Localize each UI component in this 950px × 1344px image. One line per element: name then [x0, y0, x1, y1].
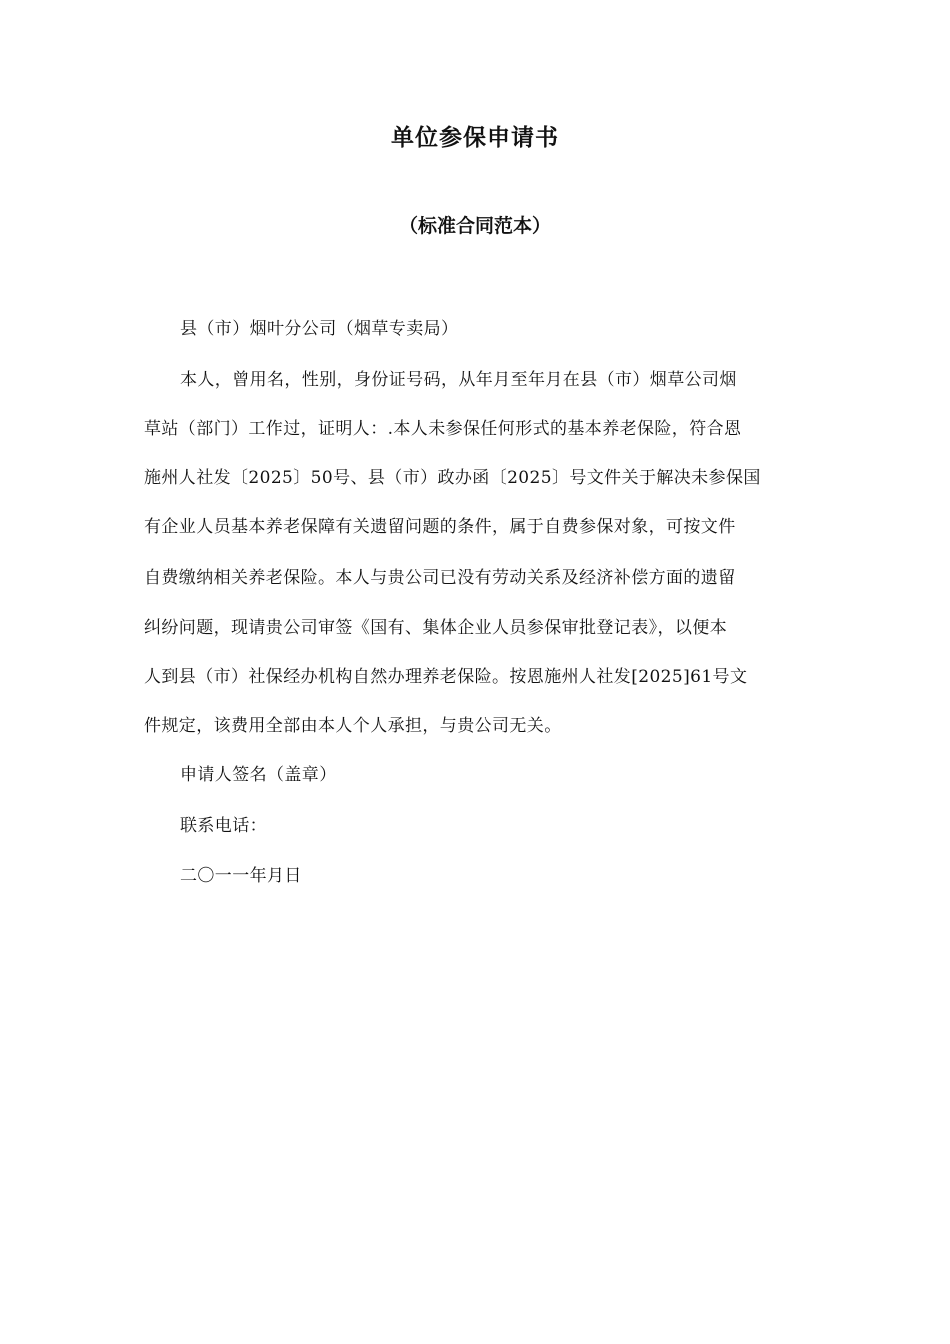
- addressee-line: 县（市）烟叶分公司（烟草专卖局）: [180, 319, 459, 339]
- body-line: 件规定，该费用全部由本人个人承担，与贵公司无关。: [144, 716, 562, 736]
- body-line: 本人，曾用名，性别，身份证号码，从年月至年月在县（市）烟草公司烟: [180, 370, 737, 390]
- phone-label: 联系电话：: [180, 816, 267, 836]
- document-subtitle: （标准合同范本）: [398, 215, 551, 237]
- signature-label: 申请人签名（盖章）: [180, 765, 337, 785]
- body-line: 纠纷问题，现请贵公司审签《国有、集体企业人员参保审批登记表》，以便本: [144, 618, 728, 638]
- document-title: 单位参保申请书: [391, 125, 559, 151]
- body-line: 施州人社发〔2025〕50号、县（市）政办函〔2025〕号文件关于解决未参保国: [144, 468, 761, 488]
- date-label: 二〇一一年月日: [180, 866, 302, 886]
- body-line: 草站（部门）工作过，证明人：.本人未参保任何形式的基本养老保险，符合恩: [144, 419, 742, 439]
- body-line: 自费缴纳相关养老保险。本人与贵公司已没有劳动关系及经济补偿方面的遗留: [144, 568, 736, 588]
- body-line: 有企业人员基本养老保障有关遗留问题的条件，属于自费参保对象，可按文件: [144, 517, 736, 537]
- body-line: 人到县（市）社保经办机构自然办理养老保险。按恩施州人社发[2025]61号文: [144, 667, 748, 687]
